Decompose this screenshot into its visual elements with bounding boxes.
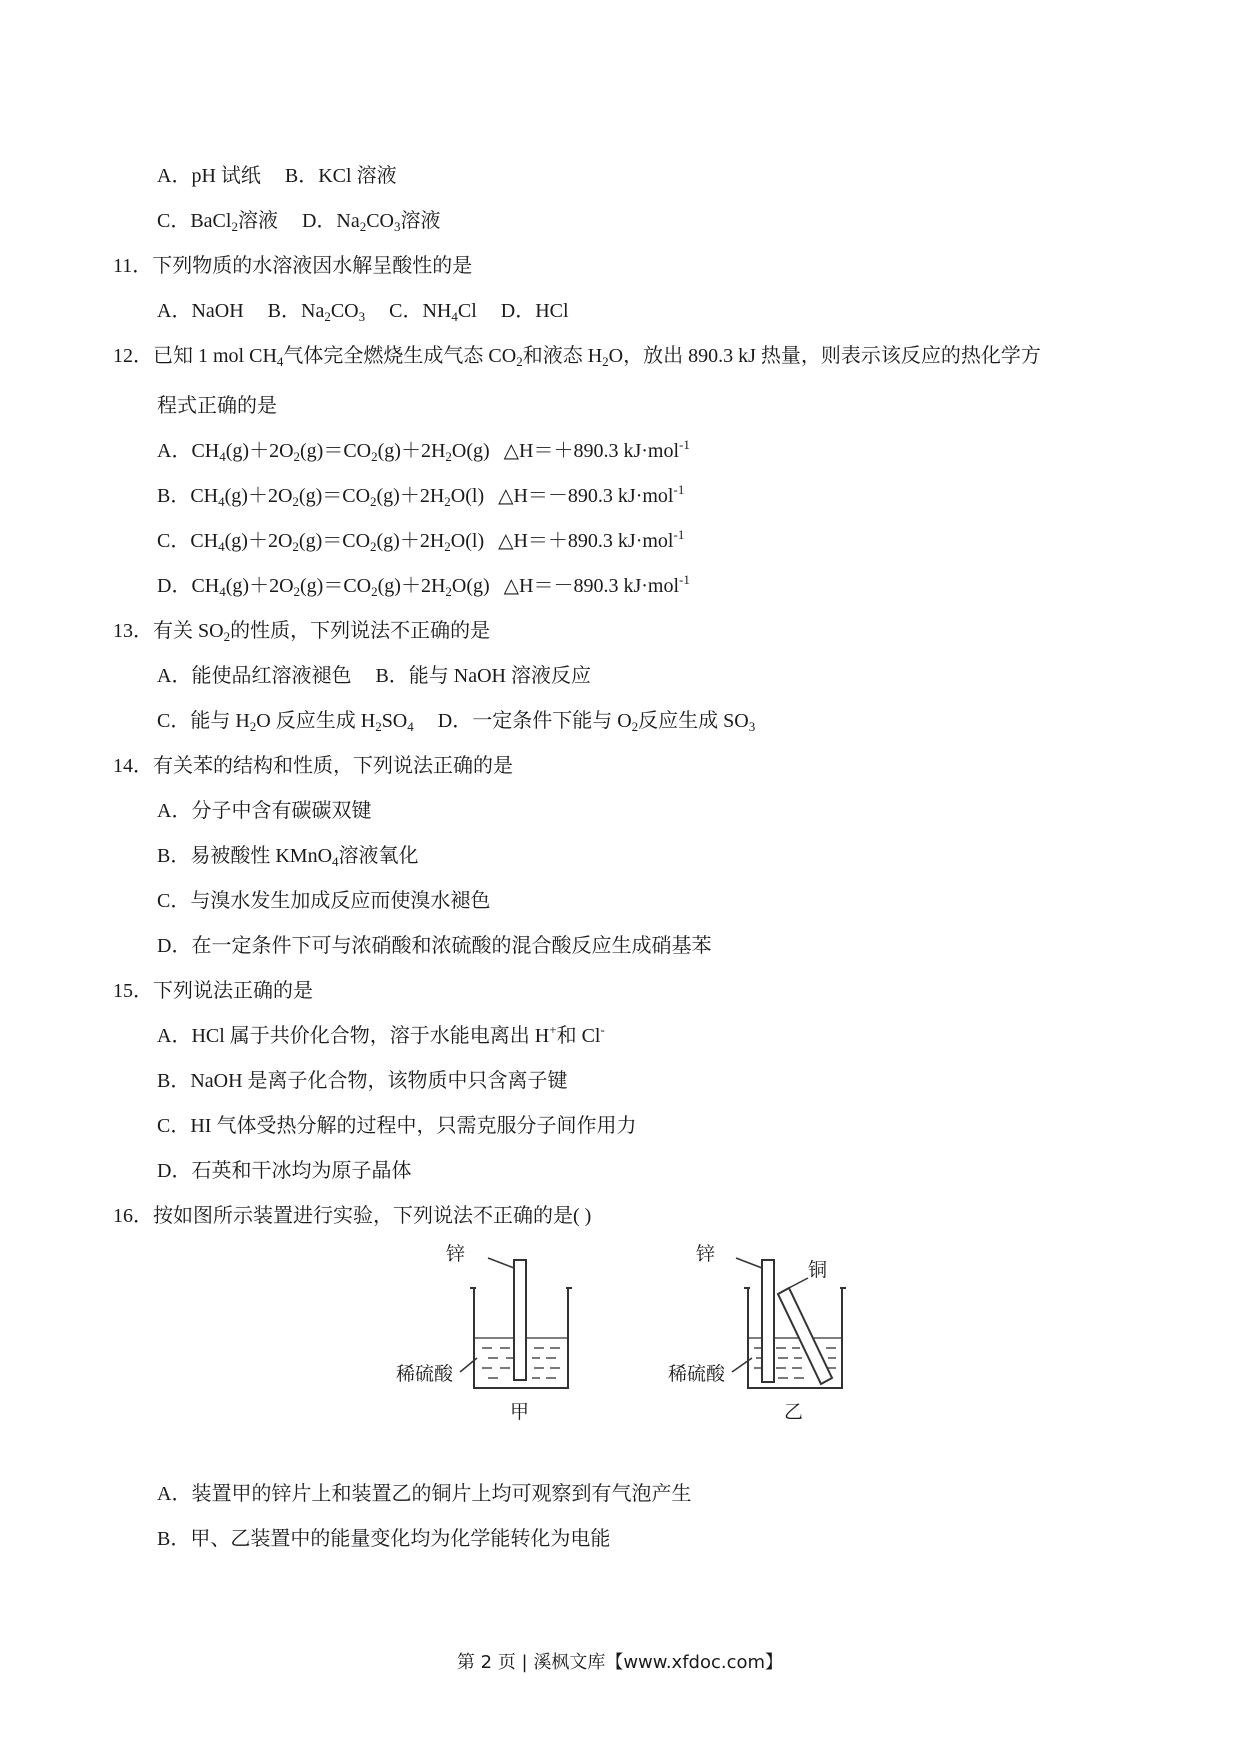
q15-option-a: A．HCl 属于共价化合物，溶于水能电离出 H+和 Cl-	[157, 1022, 605, 1047]
q14-option-a: A．分子中含有碳碳双键	[157, 800, 372, 822]
q11-stem: 11．下列物质的水溶液因水解呈酸性的是	[113, 255, 473, 277]
q10-option-b: B．KCl 溶液	[284, 165, 397, 187]
label-copper-yi: 铜	[808, 1259, 828, 1281]
q13-option-b: B．能与 NaOH 溶液反应	[375, 665, 591, 687]
q16-option-b: B．甲、乙装置中的能量变化均为化学能转化为电能	[157, 1528, 611, 1550]
q13-stem: 13．有关 $SO_2$的性质，下列说法不正确的是	[113, 620, 491, 644]
label-zinc-jia: 锌	[446, 1243, 466, 1265]
q10-option-d: D．$Na_2CO_3$溶液	[301, 210, 441, 234]
label-acid-yi: 稀硫酸	[668, 1363, 726, 1385]
q16-option-a: A．装置甲的锌片上和装置乙的铜片上均可观察到有气泡产生	[157, 1483, 692, 1505]
q12-stem-continued: 程式正确的是	[157, 395, 277, 417]
q13-option-d: D．一定条件下能与 $O_2$反应生成 $SO_3$	[437, 710, 756, 734]
page-footer: 第 2 页 | 溪枫文库【www.xfdoc.com】	[456, 1652, 784, 1673]
apparatus-diagram	[380, 1240, 860, 1440]
zinc-strip-jia	[514, 1260, 526, 1380]
label-zinc-yi: 锌	[696, 1243, 716, 1265]
q11-option-b: B．$Na_2CO_3$	[267, 300, 366, 324]
q10-option-a: A．pH 试纸	[157, 165, 261, 187]
q16-apparatus-figure	[380, 1240, 860, 1440]
q15-option-b: B．NaOH 是离子化合物，该物质中只含离子键	[157, 1070, 568, 1092]
q11-option-c: C．$NH_4Cl$	[389, 300, 477, 324]
caption-jia: 甲	[510, 1401, 530, 1423]
q14-option-d: D．在一定条件下可与浓硝酸和浓硫酸的混合酸反应生成硝基苯	[157, 935, 712, 957]
q13-option-c: C．能与 $H_2O$ 反应生成 $H_2SO_4$	[157, 710, 414, 734]
q12-option-d: D．$CH_4(g)+2O_2(g)=CO_2(g)+2H_2O(g)$ △H＝－890.3 kJ·mol$^{-1}$	[157, 572, 690, 599]
q13-option-a: A．能使品红溶液褪色	[157, 665, 352, 687]
q11-options	[157, 297, 569, 325]
q14-option-b: B．易被酸性 KMnO$_4$溶液氧化	[157, 845, 419, 869]
q12-stem: 12．已知 1 mol $CH_4$气体完全燃烧生成气态 $CO_2$和液态 $H_2O$，放出 890.3 kJ 热量，则表示该反应的热化学方	[113, 345, 1041, 369]
q12-option-c: C．$CH_4(g)+2O_2(g)=CO_2(g)+2H_2O(l)$ △H＝＋890.3 kJ·mol$^{-1}$	[157, 527, 685, 554]
q11-option-a: A．NaOH	[157, 300, 244, 322]
q12-option-a: A．$CH_4(g)+2O_2(g)=CO_2(g)+2H_2O(g)$ △H＝＋890.3 kJ·mol$^{-1}$	[157, 437, 690, 464]
q12-option-b: B．$CH_4(g)+2O_2(g)=CO_2(g)+2H_2O(l)$ △H＝－890.3 kJ·mol$^{-1}$	[157, 482, 685, 509]
caption-yi: 乙	[784, 1401, 804, 1423]
q14-stem: 14．有关苯的结构和性质，下列说法正确的是	[113, 755, 513, 777]
q10-option-c: C．BaCl$_2$溶液	[157, 210, 278, 234]
zinc-strip-yi	[762, 1260, 774, 1382]
q14-option-c: C．与溴水发生加成反应而使溴水褪色	[157, 890, 491, 912]
q13-options-ab	[157, 662, 591, 690]
q15-option-c: C．HI 气体受热分解的过程中，只需克服分子间作用力	[157, 1115, 637, 1137]
q13-options-cd	[157, 707, 755, 735]
q16-stem: 16．按如图所示装置进行实验，下列说法不正确的是( )	[113, 1205, 592, 1227]
q10-options-cd	[157, 207, 441, 235]
copper-strip-yi	[778, 1288, 832, 1384]
q10-options-ab	[157, 162, 397, 190]
q11-option-d: D．HCl	[500, 300, 569, 322]
q15-stem: 15．下列说法正确的是	[113, 980, 313, 1002]
q15-option-d: D．石英和干冰均为原子晶体	[157, 1160, 412, 1182]
label-acid-jia: 稀硫酸	[396, 1363, 454, 1385]
